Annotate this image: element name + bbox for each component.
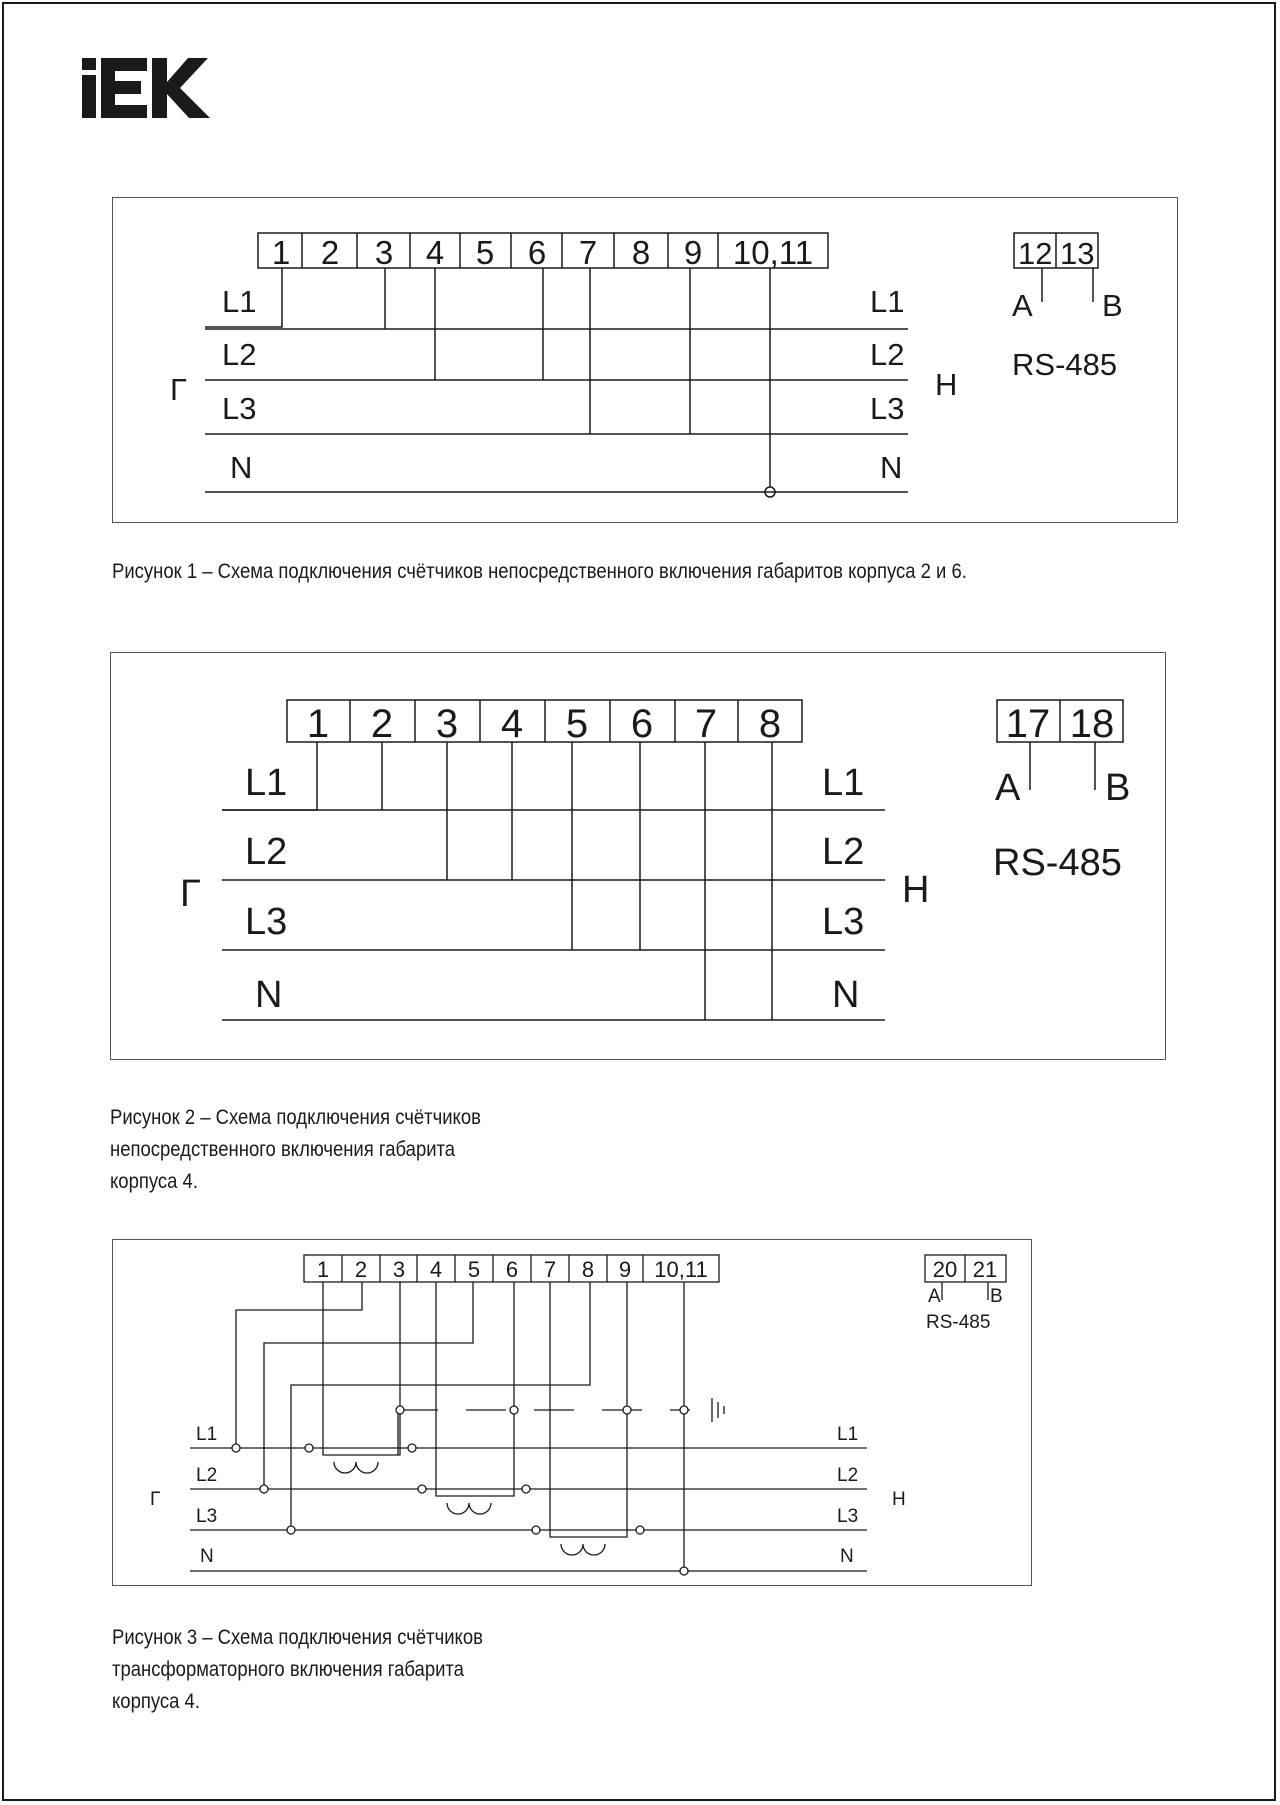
figure2-rs485-a: A — [995, 767, 1021, 809]
figure3-terminal-3: 3 — [392, 1257, 406, 1282]
figure1-left-l1: L1 — [222, 284, 257, 319]
figure1-terminal-7: 7 — [578, 234, 598, 271]
figure2-terminal-1: 1 — [306, 702, 330, 746]
figure1-terminal-3: 3 — [374, 234, 394, 271]
figure1-rs485-b: B — [1102, 288, 1123, 323]
figure3-junction — [396, 1406, 404, 1414]
figure3-terminal-7: 7 — [543, 1257, 557, 1282]
figure3-source-label: Г — [150, 1489, 161, 1510]
figure1-terminal-4: 4 — [425, 234, 445, 271]
figure1-load-label: Н — [935, 367, 958, 402]
figure3-terminal-9: 9 — [618, 1257, 632, 1282]
figure3-junction — [260, 1485, 268, 1493]
figure2-right-l3: L3 — [822, 901, 865, 943]
figure2-rs485-terminal-18: 18 — [1069, 702, 1115, 746]
figure3-right-l3: L3 — [837, 1506, 859, 1527]
figure3-terminal-2: 2 — [354, 1257, 368, 1282]
figure3-junction — [680, 1406, 688, 1414]
figure2-left-n: N — [255, 974, 283, 1016]
figure2-source-label: Г — [180, 873, 201, 915]
figure3-rs485-terminal-21: 21 — [972, 1257, 998, 1282]
figure2-left-l3: L3 — [245, 901, 288, 943]
figure3-terminal-5: 5 — [467, 1257, 481, 1282]
figure1-rs485-terminal-13: 13 — [1060, 236, 1095, 271]
figure3-ct-terminal — [408, 1444, 416, 1452]
figure1-rs485-label: RS-485 — [1012, 347, 1118, 382]
figure2-rs485-b: B — [1105, 767, 1131, 809]
figure1-left-l2: L2 — [222, 337, 257, 372]
figure1-source-label: Г — [170, 372, 187, 407]
figure3-left-l2: L2 — [196, 1465, 218, 1486]
figure2-right-l1: L1 — [822, 762, 865, 804]
figure3-ct-terminal — [305, 1444, 313, 1452]
figure2-load-label: Н — [902, 869, 930, 911]
figure3-right-n: N — [840, 1546, 854, 1567]
figure3-ct-terminal — [636, 1526, 644, 1534]
figure1-terminal-1: 1 — [271, 234, 291, 271]
figure3-junction — [510, 1406, 518, 1414]
figure2-right-l2: L2 — [822, 831, 865, 873]
figure2-right-n: N — [832, 974, 860, 1016]
figure3-caption: Рисунок 3 – Схема подключения счётчиков трансформаторного включения габарита корпуса 4. — [112, 1626, 483, 1713]
figure2-left-l1: L1 — [245, 762, 288, 804]
figure2-rs485-label: RS-485 — [993, 842, 1122, 884]
figure3-terminal-8: 8 — [581, 1257, 595, 1282]
figure2-terminal-8: 8 — [758, 702, 782, 746]
figure3-load-label: Н — [892, 1489, 906, 1510]
figure3-right-l2: L2 — [837, 1465, 859, 1486]
figure2-terminal-5: 5 — [565, 702, 589, 746]
figure1-terminal-2: 2 — [320, 234, 340, 271]
figure1-right-l1: L1 — [870, 284, 905, 319]
figure2-terminal-7: 7 — [694, 702, 718, 746]
figure3-terminal-10-11: 10,11 — [654, 1257, 708, 1282]
figure2-left-l2: L2 — [245, 831, 288, 873]
figure2-terminal-6: 6 — [630, 702, 654, 746]
figure1-rs485-terminal-12: 12 — [1018, 236, 1053, 271]
figure3-left-n: N — [200, 1546, 214, 1567]
figure1-right-n: N — [880, 450, 903, 485]
figure1-terminal-5: 5 — [475, 234, 495, 271]
figure3-junction — [287, 1526, 295, 1534]
figure1-left-l3: L3 — [222, 391, 257, 426]
figure3-ct-terminal — [418, 1485, 426, 1493]
figure3-right-l1: L1 — [837, 1424, 859, 1445]
figure3-junction — [623, 1406, 631, 1414]
figure3-terminal-4: 4 — [429, 1257, 443, 1282]
figure3-terminal-1: 1 — [316, 1257, 330, 1282]
figure3-rs485-b: B — [990, 1286, 1003, 1307]
figure3-ct-terminal — [532, 1526, 540, 1534]
figure3-rs485-terminal-20: 20 — [932, 1257, 958, 1282]
figure1-right-l3: L3 — [870, 391, 905, 426]
figure3-junction — [232, 1444, 240, 1452]
figure1-terminal-10-11: 10,11 — [732, 234, 814, 271]
figure2-caption: Рисунок 2 – Схема подключения счётчиков непосредственного включения габарита корпуса 4. — [110, 1106, 481, 1193]
figure1-terminal-8: 8 — [631, 234, 651, 271]
figure1-terminal-9: 9 — [683, 234, 703, 271]
figure3-ct-terminal — [522, 1485, 530, 1493]
figure1-left-n: N — [230, 450, 253, 485]
figure1-right-l2: L2 — [870, 337, 905, 372]
figure1-terminal-6: 6 — [527, 234, 547, 271]
figure3-rs485-a: A — [928, 1286, 941, 1307]
figure3-rs485-label: RS-485 — [926, 1312, 991, 1333]
figure1-caption: Рисунок 1 – Схема подключения счётчиков непосредственного включения габаритов корпуса 2 и 6. — [112, 560, 967, 583]
figure2-terminal-3: 3 — [435, 702, 459, 746]
figure3-junction — [680, 1567, 688, 1575]
figure2-terminal-2: 2 — [370, 702, 394, 746]
figure3-left-l3: L3 — [196, 1506, 218, 1527]
figure1-rs485-a: A — [1012, 288, 1033, 323]
figure3-left-l1: L1 — [196, 1424, 218, 1445]
figure2-terminal-4: 4 — [500, 702, 524, 746]
figure2-rs485-terminal-17: 17 — [1005, 702, 1051, 746]
figure3-terminal-6: 6 — [505, 1257, 519, 1282]
